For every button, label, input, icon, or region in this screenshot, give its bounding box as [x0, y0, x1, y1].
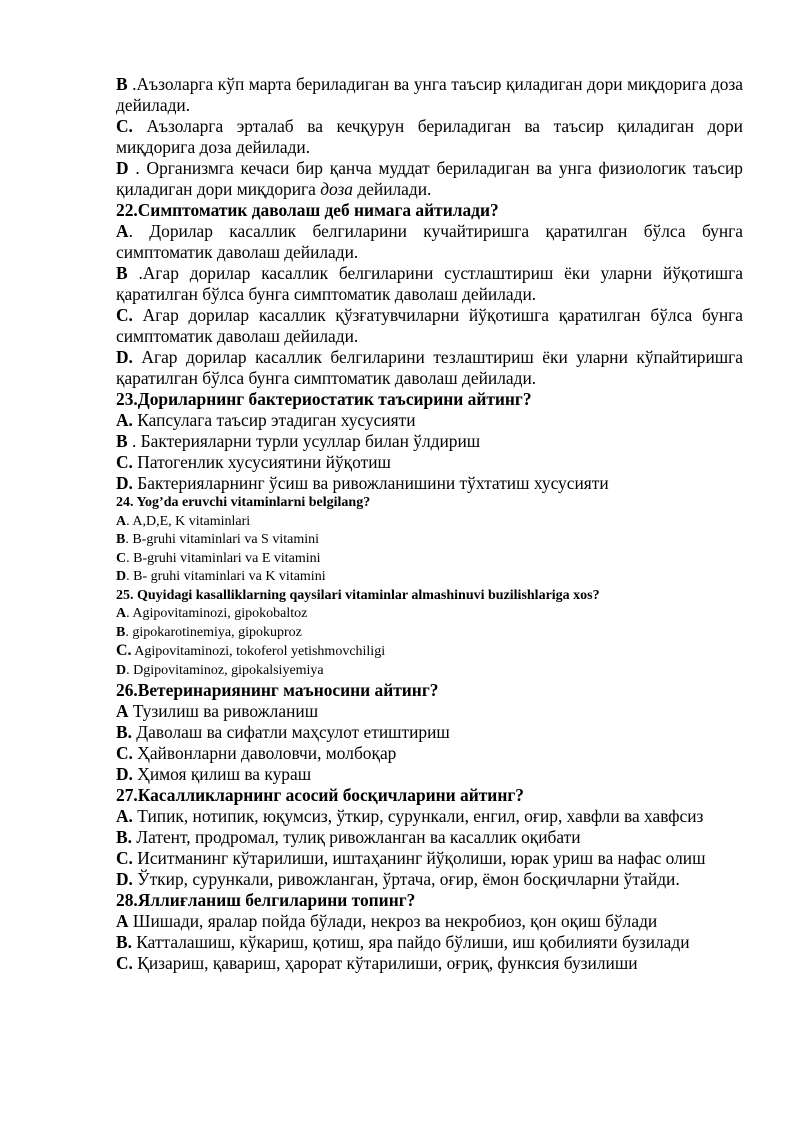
- option-letter: B: [116, 74, 128, 94]
- answer-option-a: [116, 410, 743, 431]
- option-text: Agipovitaminozi, tokoferol yetishmovchiligi: [131, 644, 386, 659]
- option-letter: C: [116, 550, 127, 566]
- option-text: Бактерияларнинг ўсиш ва ривожланишини тўхтатиш хусусияти: [132, 473, 609, 493]
- option-letter: B.: [116, 932, 132, 952]
- answer-option-b: [116, 624, 743, 643]
- option-letter: A: [116, 701, 129, 721]
- answer-option-c: [116, 642, 743, 662]
- option-text: . gipokarotinemiya, gipokuproz: [125, 624, 302, 640]
- answer-option-c: [116, 452, 743, 473]
- option-letter: A: [116, 911, 129, 931]
- answer-option-c: [116, 953, 743, 974]
- option-letter: D: [116, 662, 127, 678]
- option-letter: D.: [116, 764, 133, 784]
- option-text: Агар дорилар касаллик белгиларини тезлаштириш ёки уларни кўпайтиришга қаратилган бўлса бунга симптоматик даволаш дейилади.: [116, 347, 743, 388]
- option-letter: C.: [116, 452, 133, 472]
- option-letter: C.: [116, 848, 133, 868]
- question-24: 24. Yog’da eruvchi vitaminlarni belgilang?: [116, 495, 371, 510]
- option-text: Даволаш ва сифатли маҳсулот етиштириш: [131, 722, 450, 742]
- option-letter: A: [116, 221, 129, 241]
- option-text: Патогенлик хусусиятини йўқотиш: [132, 452, 391, 472]
- option-letter: A: [116, 606, 127, 621]
- option-text: Ўткир, сурункали, ривожланган, ўртача, оғир, ёмон босқичларни ўтайди.: [132, 869, 680, 889]
- option-text: . B-gruhi vitaminlari va E vitamini: [126, 550, 321, 566]
- option-letter: B.: [116, 722, 132, 742]
- option-text: Ҳайвонларни даволовчи, молбоқар: [132, 743, 397, 763]
- answer-option-c: [116, 848, 743, 869]
- option-letter: D.: [116, 347, 133, 367]
- option-letter: C.: [116, 642, 132, 659]
- answer-option-b: [116, 263, 743, 305]
- option-letter: B: [116, 624, 126, 640]
- option-text: .Аъзоларга кўп марта бериладиган ва унга таъсир қиладиган дори миқдорига доза дейилади.: [116, 74, 743, 115]
- option-text: Типик, нотипик, юқумсиз, ўткир, сурункали, енгил, оғир, хавфли ва хавфсиз: [132, 806, 704, 826]
- answer-option-b: [116, 722, 743, 743]
- answer-option-a: [116, 806, 743, 827]
- answer-option-a: [116, 701, 743, 722]
- option-text: Шишади, яралар пойда бўлади, некроз ва некробиоз, қон оқиш бўлади: [128, 911, 658, 931]
- option-letter: D: [116, 158, 129, 178]
- question-27: 27.Касалликларнинг асосий босқичларини айтинг?: [116, 785, 524, 805]
- option-text: . Agipovitaminozi, gipokobaltoz: [126, 606, 308, 621]
- answer-option-a: [116, 605, 743, 624]
- option-text: Катталашиш, кўкариш, қотиш, яра пайдо бўлиши, иш қобилияти бузилади: [131, 932, 690, 952]
- option-text: . Организмга кечаси бир қанча муддат бериладиган ва унга физиологик таъсир қиладиган дори миқдорига: [116, 158, 743, 199]
- question-28: 28.Яллиғланиш белгиларини топинг?: [116, 890, 416, 910]
- option-letter: C.: [116, 743, 133, 763]
- answer-option-b: [116, 827, 743, 848]
- answer-option-c: [116, 116, 743, 158]
- option-text: Агар дорилар касаллик қўзғатувчиларни йўқотишга қаратилган бўлса бунга симптоматик даволаш дейилади.: [116, 305, 743, 346]
- answer-option-d: [116, 662, 743, 681]
- question-25: 25. Quyidagi kasalliklarning qaysilari vitaminlar almashinuvi buzilishlariga xos?: [116, 587, 600, 603]
- option-letter: B: [116, 431, 128, 451]
- option-letter: D: [116, 569, 127, 584]
- option-text: Капсулага таъсир этадиган хусусияти: [132, 410, 416, 430]
- answer-option-a: [116, 911, 743, 932]
- option-text: Аъзоларга эрталаб ва кечқурун бериладиган ва таъсир қиладиган дори миқдорига доза дейилади.: [116, 116, 743, 157]
- answer-option-a: [116, 513, 743, 532]
- answer-option-c: [116, 305, 743, 347]
- answer-option-d: [116, 568, 743, 587]
- option-letter: C.: [116, 953, 133, 973]
- option-text: . Dgipovitaminoz, gipokalsiyemiya: [126, 662, 324, 678]
- answer-option-d: [116, 869, 743, 890]
- question-23: 23.Дориларнинг бактериостатик таъсирини айтинг?: [116, 389, 532, 409]
- option-text: Тузилиш ва ривожланиш: [128, 701, 319, 721]
- option-text: .Агар дорилар касаллик белгиларини сустлаштириш ёки уларни йўқотишга қаратилган бўлса бунга симптоматик даволаш дейилади.: [116, 263, 743, 304]
- option-letter: B: [116, 263, 128, 283]
- option-letter: C.: [116, 305, 133, 325]
- option-letter: D.: [116, 869, 133, 889]
- option-letter: A: [116, 513, 127, 529]
- document-content: [116, 74, 743, 974]
- option-text: дейилади.: [352, 179, 432, 199]
- answer-option-b: [116, 431, 743, 452]
- option-text: . Бактерияларни турли усуллар билан ўлдириш: [127, 431, 481, 451]
- option-text: . B-gruhi vitaminlari va S vitamini: [125, 532, 319, 547]
- option-text: Қизариш, қавариш, ҳарорат кўтарилиши, оғриқ, функсия бузилиши: [132, 953, 638, 973]
- question-26: 26.Ветеринариянинг маъносини айтинг?: [116, 680, 439, 700]
- option-letter: A.: [116, 410, 133, 430]
- option-letter: B: [116, 532, 126, 547]
- option-text-italic: доза: [320, 179, 353, 199]
- option-text: . B- gruhi vitaminlari va K vitamini: [126, 569, 326, 584]
- answer-option-b: [116, 74, 743, 116]
- answer-option-c: [116, 743, 743, 764]
- answer-option-b: [116, 932, 743, 953]
- option-text: . A,D,E, K vitaminlari: [126, 513, 251, 529]
- question-22: 22.Симптоматик даволаш деб нимага айтилади?: [116, 200, 499, 220]
- answer-option-c: [116, 550, 743, 569]
- option-letter: B.: [116, 827, 132, 847]
- answer-option-b: [116, 531, 743, 550]
- option-letter: C.: [116, 116, 133, 136]
- option-text: Иситманинг кўтарилиши, иштаҳанинг йўқолиши, юрак уриш ва нафас олиш: [132, 848, 706, 868]
- answer-option-d: [116, 347, 743, 389]
- option-letter: D.: [116, 473, 133, 493]
- option-text: Латент, продромал, тулиқ ривожланган ва касаллик оқибати: [131, 827, 581, 847]
- answer-option-d: [116, 158, 743, 200]
- answer-option-a: [116, 221, 743, 263]
- option-letter: A.: [116, 806, 133, 826]
- option-text: Ҳимоя қилиш ва кураш: [132, 764, 312, 784]
- option-text: . Дорилар касаллик белгиларини кучайтиришга қаратилган бўлса бунга симптоматик даволаш дейилади.: [116, 221, 743, 262]
- answer-option-d: [116, 764, 743, 785]
- answer-option-d: [116, 473, 743, 494]
